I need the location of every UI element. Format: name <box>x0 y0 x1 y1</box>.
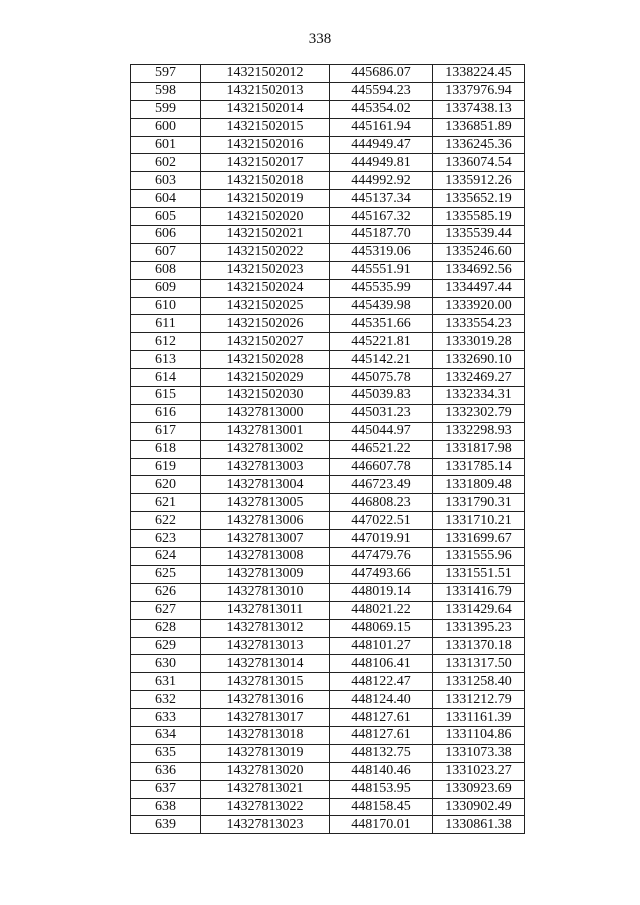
y-coordinate-cell: 1333019.28 <box>433 333 525 351</box>
table-row <box>131 565 525 583</box>
x-coordinate-cell: 445354.02 <box>330 100 433 118</box>
point-number-cell: 623 <box>131 530 201 548</box>
table-row <box>131 136 525 154</box>
table-row <box>131 226 525 244</box>
x-coordinate-cell: 447479.76 <box>330 548 433 566</box>
table-row <box>131 798 525 816</box>
table-row <box>131 65 525 83</box>
table-row <box>131 208 525 226</box>
point-id-cell: 14327813015 <box>201 673 330 691</box>
point-id-cell: 14327813011 <box>201 601 330 619</box>
table-row <box>131 118 525 136</box>
point-number-cell: 613 <box>131 351 201 369</box>
y-coordinate-cell: 1336851.89 <box>433 118 525 136</box>
point-number-cell: 639 <box>131 816 201 834</box>
x-coordinate-cell: 445137.34 <box>330 190 433 208</box>
x-coordinate-cell: 445187.70 <box>330 226 433 244</box>
table-row <box>131 494 525 512</box>
x-coordinate-cell: 447019.91 <box>330 530 433 548</box>
point-number-cell: 635 <box>131 744 201 762</box>
x-coordinate-cell: 448021.22 <box>330 601 433 619</box>
coordinates-table <box>130 64 525 834</box>
point-number-cell: 602 <box>131 154 201 172</box>
y-coordinate-cell: 1331212.79 <box>433 691 525 709</box>
point-number-cell: 599 <box>131 100 201 118</box>
x-coordinate-cell: 447493.66 <box>330 565 433 583</box>
y-coordinate-cell: 1331551.51 <box>433 565 525 583</box>
point-number-cell: 617 <box>131 422 201 440</box>
point-id-cell: 14327813007 <box>201 530 330 548</box>
point-number-cell: 597 <box>131 65 201 83</box>
table-row <box>131 709 525 727</box>
point-id-cell: 14321502025 <box>201 297 330 315</box>
x-coordinate-cell: 445161.94 <box>330 118 433 136</box>
table-row <box>131 351 525 369</box>
table-row <box>131 619 525 637</box>
y-coordinate-cell: 1330902.49 <box>433 798 525 816</box>
point-id-cell: 14321502019 <box>201 190 330 208</box>
y-coordinate-cell: 1331317.50 <box>433 655 525 673</box>
x-coordinate-cell: 445686.07 <box>330 65 433 83</box>
point-number-cell: 625 <box>131 565 201 583</box>
point-id-cell: 14327813014 <box>201 655 330 673</box>
x-coordinate-cell: 448170.01 <box>330 816 433 834</box>
y-coordinate-cell: 1333920.00 <box>433 297 525 315</box>
y-coordinate-cell: 1331817.98 <box>433 440 525 458</box>
x-coordinate-cell: 448140.46 <box>330 762 433 780</box>
x-coordinate-cell: 445044.97 <box>330 422 433 440</box>
y-coordinate-cell: 1333554.23 <box>433 315 525 333</box>
point-number-cell: 634 <box>131 726 201 744</box>
point-id-cell: 14327813020 <box>201 762 330 780</box>
y-coordinate-cell: 1332469.27 <box>433 369 525 387</box>
y-coordinate-cell: 1332690.10 <box>433 351 525 369</box>
y-coordinate-cell: 1331104.86 <box>433 726 525 744</box>
point-id-cell: 14327813021 <box>201 780 330 798</box>
y-coordinate-cell: 1331809.48 <box>433 476 525 494</box>
table-row <box>131 190 525 208</box>
point-id-cell: 14321502013 <box>201 82 330 100</box>
y-coordinate-cell: 1335585.19 <box>433 208 525 226</box>
table-row <box>131 476 525 494</box>
table-row <box>131 369 525 387</box>
y-coordinate-cell: 1331395.23 <box>433 619 525 637</box>
point-id-cell: 14321502022 <box>201 243 330 261</box>
table-row <box>131 458 525 476</box>
x-coordinate-cell: 446808.23 <box>330 494 433 512</box>
point-id-cell: 14321502020 <box>201 208 330 226</box>
point-id-cell: 14321502026 <box>201 315 330 333</box>
point-number-cell: 630 <box>131 655 201 673</box>
point-id-cell: 14321502030 <box>201 387 330 405</box>
y-coordinate-cell: 1335246.60 <box>433 243 525 261</box>
point-number-cell: 638 <box>131 798 201 816</box>
table-row <box>131 673 525 691</box>
point-number-cell: 632 <box>131 691 201 709</box>
table-row <box>131 637 525 655</box>
y-coordinate-cell: 1338224.45 <box>433 65 525 83</box>
y-coordinate-cell: 1337976.94 <box>433 82 525 100</box>
point-id-cell: 14327813016 <box>201 691 330 709</box>
point-id-cell: 14321502015 <box>201 118 330 136</box>
point-id-cell: 14327813005 <box>201 494 330 512</box>
point-number-cell: 626 <box>131 583 201 601</box>
point-number-cell: 601 <box>131 136 201 154</box>
table-row <box>131 261 525 279</box>
point-number-cell: 598 <box>131 82 201 100</box>
point-number-cell: 622 <box>131 512 201 530</box>
x-coordinate-cell: 445439.98 <box>330 297 433 315</box>
y-coordinate-cell: 1331785.14 <box>433 458 525 476</box>
point-id-cell: 14327813003 <box>201 458 330 476</box>
point-id-cell: 14327813009 <box>201 565 330 583</box>
x-coordinate-cell: 445319.06 <box>330 243 433 261</box>
y-coordinate-cell: 1330861.38 <box>433 816 525 834</box>
point-id-cell: 14327813010 <box>201 583 330 601</box>
point-number-cell: 600 <box>131 118 201 136</box>
x-coordinate-cell: 445031.23 <box>330 404 433 422</box>
table-row <box>131 512 525 530</box>
point-number-cell: 616 <box>131 404 201 422</box>
point-id-cell: 14327813019 <box>201 744 330 762</box>
x-coordinate-cell: 444949.81 <box>330 154 433 172</box>
point-number-cell: 636 <box>131 762 201 780</box>
point-number-cell: 614 <box>131 369 201 387</box>
page-number: 338 <box>308 31 332 47</box>
point-number-cell: 606 <box>131 226 201 244</box>
point-id-cell: 14321502016 <box>201 136 330 154</box>
y-coordinate-cell: 1331790.31 <box>433 494 525 512</box>
table-row <box>131 691 525 709</box>
table-row <box>131 762 525 780</box>
point-number-cell: 633 <box>131 709 201 727</box>
point-number-cell: 627 <box>131 601 201 619</box>
y-coordinate-cell: 1331023.27 <box>433 762 525 780</box>
point-number-cell: 628 <box>131 619 201 637</box>
table-row <box>131 333 525 351</box>
x-coordinate-cell: 445039.83 <box>330 387 433 405</box>
point-number-cell: 619 <box>131 458 201 476</box>
point-id-cell: 14327813022 <box>201 798 330 816</box>
table-row <box>131 655 525 673</box>
table-row <box>131 816 525 834</box>
point-number-cell: 637 <box>131 780 201 798</box>
x-coordinate-cell: 448122.47 <box>330 673 433 691</box>
point-id-cell: 14321502023 <box>201 261 330 279</box>
x-coordinate-cell: 447022.51 <box>330 512 433 530</box>
x-coordinate-cell: 444992.92 <box>330 172 433 190</box>
point-id-cell: 14327813023 <box>201 816 330 834</box>
point-number-cell: 629 <box>131 637 201 655</box>
table-row <box>131 297 525 315</box>
table-row <box>131 601 525 619</box>
point-id-cell: 14327813008 <box>201 548 330 566</box>
table-row <box>131 154 525 172</box>
y-coordinate-cell: 1337438.13 <box>433 100 525 118</box>
x-coordinate-cell: 446607.78 <box>330 458 433 476</box>
y-coordinate-cell: 1331370.18 <box>433 637 525 655</box>
point-id-cell: 14321502024 <box>201 279 330 297</box>
table-row <box>131 530 525 548</box>
point-id-cell: 14321502017 <box>201 154 330 172</box>
x-coordinate-cell: 446723.49 <box>330 476 433 494</box>
x-coordinate-cell: 448153.95 <box>330 780 433 798</box>
table-row <box>131 387 525 405</box>
x-coordinate-cell: 445075.78 <box>330 369 433 387</box>
point-id-cell: 14321502027 <box>201 333 330 351</box>
table-row <box>131 243 525 261</box>
x-coordinate-cell: 445594.23 <box>330 82 433 100</box>
x-coordinate-cell: 445535.99 <box>330 279 433 297</box>
x-coordinate-cell: 448101.27 <box>330 637 433 655</box>
y-coordinate-cell: 1331710.21 <box>433 512 525 530</box>
point-number-cell: 604 <box>131 190 201 208</box>
table-row <box>131 780 525 798</box>
point-id-cell: 14327813001 <box>201 422 330 440</box>
x-coordinate-cell: 448132.75 <box>330 744 433 762</box>
point-id-cell: 14321502021 <box>201 226 330 244</box>
point-id-cell: 14321502018 <box>201 172 330 190</box>
y-coordinate-cell: 1334692.56 <box>433 261 525 279</box>
table-row <box>131 404 525 422</box>
point-number-cell: 605 <box>131 208 201 226</box>
x-coordinate-cell: 444949.47 <box>330 136 433 154</box>
y-coordinate-cell: 1335912.26 <box>433 172 525 190</box>
table-row <box>131 100 525 118</box>
point-number-cell: 618 <box>131 440 201 458</box>
point-number-cell: 611 <box>131 315 201 333</box>
table-row <box>131 440 525 458</box>
x-coordinate-cell: 446521.22 <box>330 440 433 458</box>
table-row <box>131 548 525 566</box>
point-number-cell: 612 <box>131 333 201 351</box>
y-coordinate-cell: 1332302.79 <box>433 404 525 422</box>
point-id-cell: 14321502028 <box>201 351 330 369</box>
y-coordinate-cell: 1331161.39 <box>433 709 525 727</box>
x-coordinate-cell: 448127.61 <box>330 726 433 744</box>
point-number-cell: 631 <box>131 673 201 691</box>
point-id-cell: 14327813018 <box>201 726 330 744</box>
y-coordinate-cell: 1331429.64 <box>433 601 525 619</box>
x-coordinate-cell: 445142.21 <box>330 351 433 369</box>
table-row <box>131 422 525 440</box>
table-row <box>131 744 525 762</box>
x-coordinate-cell: 448158.45 <box>330 798 433 816</box>
x-coordinate-cell: 445167.32 <box>330 208 433 226</box>
y-coordinate-cell: 1331699.67 <box>433 530 525 548</box>
point-id-cell: 14327813012 <box>201 619 330 637</box>
point-id-cell: 14327813004 <box>201 476 330 494</box>
y-coordinate-cell: 1332334.31 <box>433 387 525 405</box>
point-id-cell: 14327813006 <box>201 512 330 530</box>
coordinates-table-body <box>131 65 525 834</box>
y-coordinate-cell: 1331258.40 <box>433 673 525 691</box>
point-number-cell: 624 <box>131 548 201 566</box>
y-coordinate-cell: 1335652.19 <box>433 190 525 208</box>
x-coordinate-cell: 445351.66 <box>330 315 433 333</box>
point-number-cell: 609 <box>131 279 201 297</box>
x-coordinate-cell: 448106.41 <box>330 655 433 673</box>
point-id-cell: 14321502014 <box>201 100 330 118</box>
point-id-cell: 14321502012 <box>201 65 330 83</box>
point-number-cell: 608 <box>131 261 201 279</box>
point-number-cell: 621 <box>131 494 201 512</box>
point-id-cell: 14327813002 <box>201 440 330 458</box>
point-id-cell: 14327813000 <box>201 404 330 422</box>
y-coordinate-cell: 1336245.36 <box>433 136 525 154</box>
point-number-cell: 620 <box>131 476 201 494</box>
table-row <box>131 279 525 297</box>
point-id-cell: 14321502029 <box>201 369 330 387</box>
y-coordinate-cell: 1330923.69 <box>433 780 525 798</box>
y-coordinate-cell: 1331073.38 <box>433 744 525 762</box>
y-coordinate-cell: 1331555.96 <box>433 548 525 566</box>
table-row <box>131 583 525 601</box>
point-number-cell: 610 <box>131 297 201 315</box>
point-id-cell: 14327813013 <box>201 637 330 655</box>
point-number-cell: 607 <box>131 243 201 261</box>
y-coordinate-cell: 1334497.44 <box>433 279 525 297</box>
y-coordinate-cell: 1335539.44 <box>433 226 525 244</box>
x-coordinate-cell: 448069.15 <box>330 619 433 637</box>
x-coordinate-cell: 448019.14 <box>330 583 433 601</box>
x-coordinate-cell: 445551.91 <box>330 261 433 279</box>
y-coordinate-cell: 1331416.79 <box>433 583 525 601</box>
table-row <box>131 726 525 744</box>
x-coordinate-cell: 445221.81 <box>330 333 433 351</box>
point-number-cell: 603 <box>131 172 201 190</box>
table-row <box>131 172 525 190</box>
x-coordinate-cell: 448124.40 <box>330 691 433 709</box>
point-number-cell: 615 <box>131 387 201 405</box>
point-id-cell: 14327813017 <box>201 709 330 727</box>
y-coordinate-cell: 1336074.54 <box>433 154 525 172</box>
y-coordinate-cell: 1332298.93 <box>433 422 525 440</box>
table-row <box>131 82 525 100</box>
table-row <box>131 315 525 333</box>
x-coordinate-cell: 448127.61 <box>330 709 433 727</box>
